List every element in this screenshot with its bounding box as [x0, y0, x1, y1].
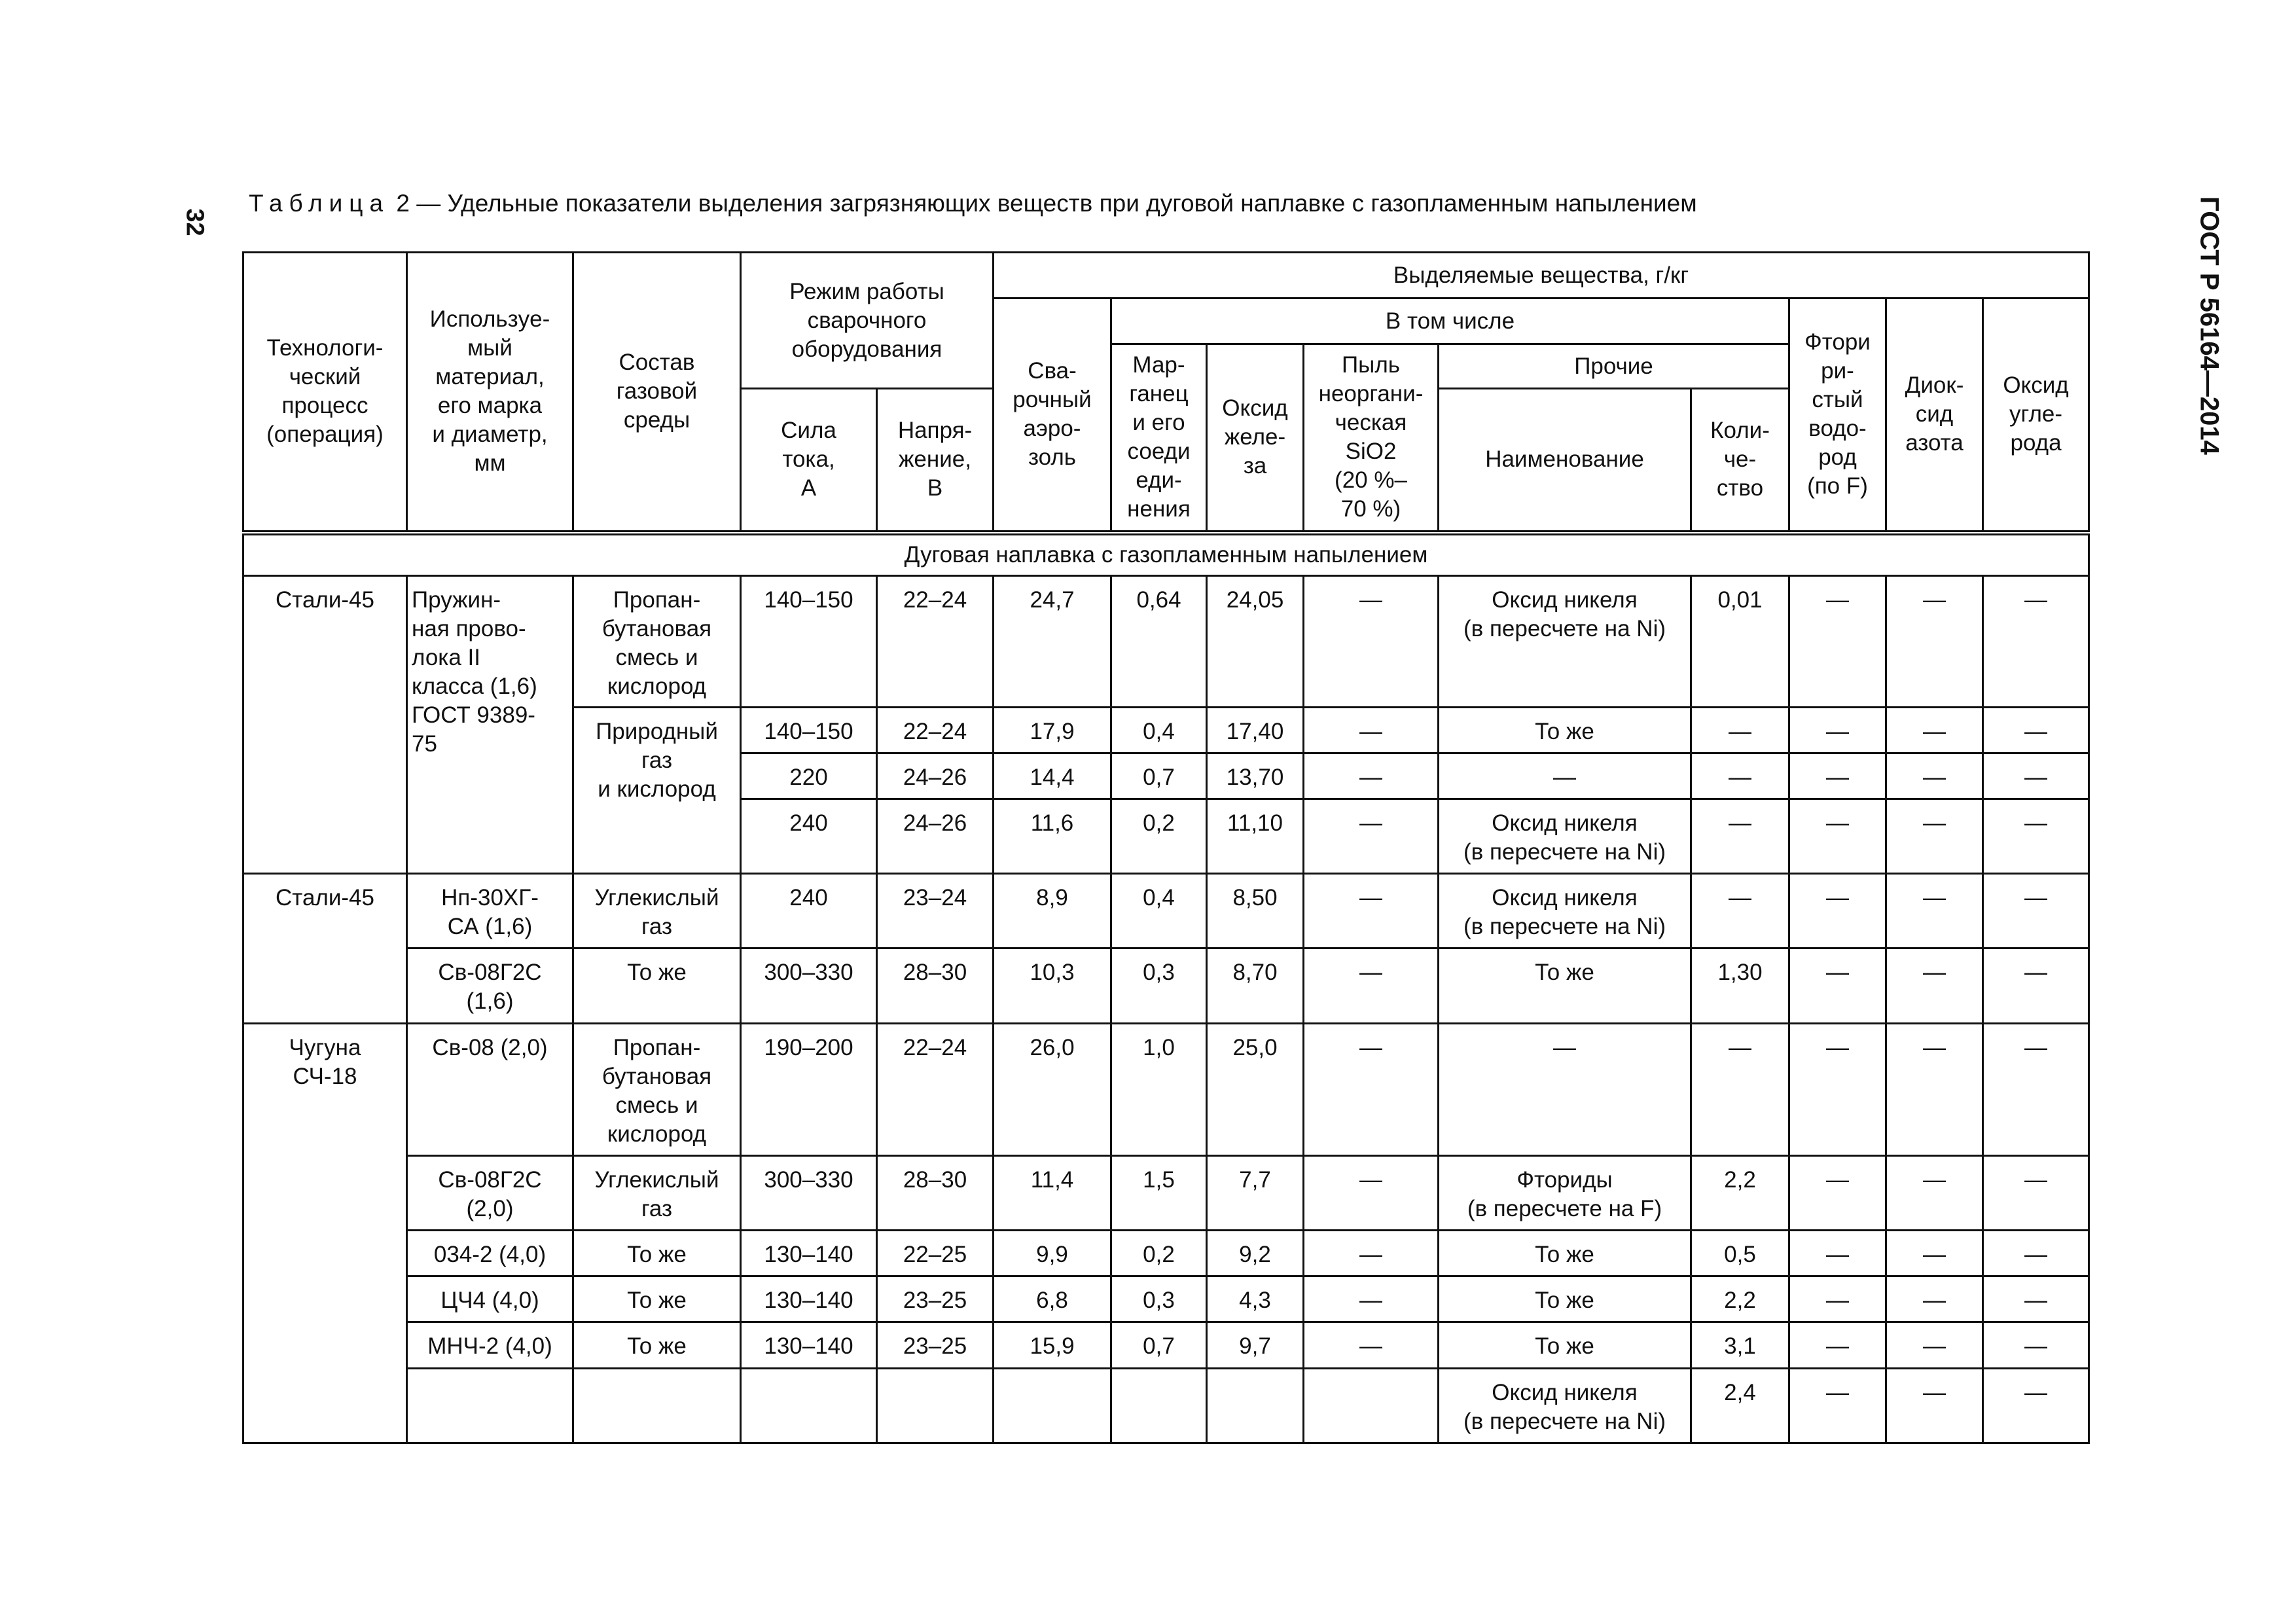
cell-dust: —	[1304, 1276, 1439, 1322]
cell-manganese: 0,7	[1111, 1322, 1207, 1368]
cell-gas: То же	[573, 1276, 741, 1322]
cell-quantity: 3,1	[1691, 1322, 1789, 1368]
cell-iron-oxide: 8,70	[1207, 948, 1304, 1023]
cell-quantity: 0,5	[1691, 1231, 1789, 1276]
header-aerosol: Сва- рочный аэро- золь	[994, 298, 1111, 533]
cell-name: Фториды (в пересчете на F)	[1439, 1155, 1691, 1230]
header-current: Сила тока, А	[741, 389, 877, 533]
cell-iron-oxide	[1207, 1368, 1304, 1443]
cell-voltage: 24–26	[877, 753, 994, 799]
cell-name: Оксид никеля (в пересчете на Ni)	[1439, 576, 1691, 707]
cell-process: Чугуна СЧ-18	[243, 1023, 407, 1443]
header-co: Оксид угле- рода	[1983, 298, 2089, 533]
cell-aerosol: 11,4	[994, 1155, 1111, 1230]
cell-current: 140–150	[741, 576, 877, 707]
cell-dust: —	[1304, 799, 1439, 873]
cell-dust: —	[1304, 1155, 1439, 1230]
cell-material: 034-2 (4,0)	[407, 1231, 573, 1276]
cell-quantity: —	[1691, 707, 1789, 753]
cell-voltage: 22–24	[877, 707, 994, 753]
header-other: Прочие	[1439, 344, 1789, 389]
cell-process: Стали-45	[243, 874, 407, 1023]
cell-name: То же	[1439, 1231, 1691, 1276]
cell-hf: —	[1789, 1023, 1886, 1155]
cell-aerosol	[994, 1368, 1111, 1443]
header-material: Использye- мый материал, его марка и диаметр, мм	[407, 253, 573, 533]
cell-aerosol: 8,9	[994, 874, 1111, 948]
table-caption	[249, 190, 1697, 217]
cell-current: 190–200	[741, 1023, 877, 1155]
cell-aerosol: 10,3	[994, 948, 1111, 1023]
cell-manganese: 0,3	[1111, 1276, 1207, 1322]
table-row	[243, 874, 2089, 948]
cell-hf: —	[1789, 874, 1886, 948]
cell-voltage: 22–24	[877, 576, 994, 707]
cell-no2: —	[1886, 576, 1983, 707]
cell-hf: —	[1789, 1368, 1886, 1443]
cell-gas: То же	[573, 948, 741, 1023]
cell-current: 130–140	[741, 1231, 877, 1276]
caption-word: Таблица	[249, 190, 390, 217]
cell-iron-oxide: 13,70	[1207, 753, 1304, 799]
cell-dust	[1304, 1368, 1439, 1443]
table-row	[243, 948, 2089, 1023]
cell-gas: Природный газ и кислород	[573, 707, 741, 874]
cell-name: —	[1439, 753, 1691, 799]
cell-iron-oxide: 9,2	[1207, 1231, 1304, 1276]
cell-co: —	[1983, 1322, 2089, 1368]
cell-name: Оксид никеля (в пересчете на Ni)	[1439, 1368, 1691, 1443]
cell-current	[741, 1368, 877, 1443]
cell-name: То же	[1439, 707, 1691, 753]
cell-iron-oxide: 7,7	[1207, 1155, 1304, 1230]
header-name: Наименование	[1439, 389, 1691, 533]
cell-quantity: —	[1691, 874, 1789, 948]
cell-quantity: 0,01	[1691, 576, 1789, 707]
cell-dust: —	[1304, 948, 1439, 1023]
cell-process: Стали-45	[243, 576, 407, 874]
cell-quantity: 2,4	[1691, 1368, 1789, 1443]
cell-name: То же	[1439, 948, 1691, 1023]
cell-iron-oxide: 11,10	[1207, 799, 1304, 873]
cell-aerosol: 26,0	[994, 1023, 1111, 1155]
cell-name: —	[1439, 1023, 1691, 1155]
cell-co: —	[1983, 1276, 2089, 1322]
cell-voltage: 24–26	[877, 799, 994, 873]
cell-no2: —	[1886, 948, 1983, 1023]
cell-dust: —	[1304, 707, 1439, 753]
header-iron-oxide: Оксид желе- за	[1207, 344, 1304, 533]
cell-manganese: 0,64	[1111, 576, 1207, 707]
table-row	[243, 1023, 2089, 1155]
cell-material: МНЧ-2 (4,0)	[407, 1322, 573, 1368]
table-body	[243, 533, 2089, 1443]
cell-aerosol: 9,9	[994, 1231, 1111, 1276]
cell-co: —	[1983, 1368, 2089, 1443]
cell-hf: —	[1789, 707, 1886, 753]
cell-voltage: 28–30	[877, 1155, 994, 1230]
cell-voltage: 23–25	[877, 1276, 994, 1322]
cell-hf: —	[1789, 948, 1886, 1023]
cell-no2: —	[1886, 799, 1983, 873]
cell-no2: —	[1886, 753, 1983, 799]
cell-no2: —	[1886, 1231, 1983, 1276]
cell-hf: —	[1789, 1276, 1886, 1322]
cell-material: Нп-30ХГ- СА (1,6)	[407, 874, 573, 948]
cell-iron-oxide: 8,50	[1207, 874, 1304, 948]
header-mode: Режим работы сварочного оборудования	[741, 253, 994, 389]
cell-quantity: —	[1691, 753, 1789, 799]
cell-manganese: 1,0	[1111, 1023, 1207, 1155]
cell-name: Оксид никеля (в пересчете на Ni)	[1439, 874, 1691, 948]
cell-voltage: 23–24	[877, 874, 994, 948]
header-gas: Состав газовой среды	[573, 253, 741, 533]
cell-no2: —	[1886, 1322, 1983, 1368]
cell-hf: —	[1789, 1231, 1886, 1276]
cell-name: То же	[1439, 1276, 1691, 1322]
cell-co: —	[1983, 1231, 2089, 1276]
cell-dust: —	[1304, 576, 1439, 707]
cell-co: —	[1983, 1155, 2089, 1230]
header-voltage: Напря- жение, В	[877, 389, 994, 533]
cell-co: —	[1983, 707, 2089, 753]
cell-current: 130–140	[741, 1322, 877, 1368]
cell-no2: —	[1886, 1276, 1983, 1322]
cell-iron-oxide: 17,40	[1207, 707, 1304, 753]
cell-iron-oxide: 9,7	[1207, 1322, 1304, 1368]
cell-co: —	[1983, 874, 2089, 948]
cell-dust: —	[1304, 1322, 1439, 1368]
cell-no2: —	[1886, 707, 1983, 753]
cell-gas: Пропан- бутановая смесь и кислород	[573, 1023, 741, 1155]
cell-gas: Углекислый газ	[573, 1155, 741, 1230]
cell-material	[407, 1368, 573, 1443]
cell-manganese	[1111, 1368, 1207, 1443]
cell-manganese: 0,4	[1111, 707, 1207, 753]
cell-quantity: 2,2	[1691, 1155, 1789, 1230]
header-quantity: Коли- че- ство	[1691, 389, 1789, 533]
cell-co: —	[1983, 948, 2089, 1023]
header-including: В том числе	[1111, 298, 1789, 344]
cell-iron-oxide: 25,0	[1207, 1023, 1304, 1155]
cell-hf: —	[1789, 1155, 1886, 1230]
cell-dust: —	[1304, 874, 1439, 948]
table-row	[243, 576, 2089, 707]
cell-material: Пружин- ная прово- лока II класса (1,6) ГОСТ 9389- 75	[407, 576, 573, 874]
table-row	[243, 1368, 2089, 1443]
cell-manganese: 0,7	[1111, 753, 1207, 799]
cell-dust: —	[1304, 1231, 1439, 1276]
cell-quantity: 2,2	[1691, 1276, 1789, 1322]
cell-iron-oxide: 24,05	[1207, 576, 1304, 707]
cell-no2: —	[1886, 874, 1983, 948]
cell-current: 140–150	[741, 707, 877, 753]
cell-voltage: 28–30	[877, 948, 994, 1023]
cell-voltage: 22–25	[877, 1231, 994, 1276]
table-header	[243, 253, 2089, 533]
cell-current: 300–330	[741, 948, 877, 1023]
cell-aerosol: 6,8	[994, 1276, 1111, 1322]
header-released: Выделяемые вещества, г/кг	[994, 253, 2089, 298]
emissions-table	[242, 251, 2090, 1444]
cell-aerosol: 15,9	[994, 1322, 1111, 1368]
cell-material: Св-08Г2С (1,6)	[407, 948, 573, 1023]
cell-aerosol: 11,6	[994, 799, 1111, 873]
table-row	[243, 1155, 2089, 1230]
cell-hf: —	[1789, 1322, 1886, 1368]
cell-hf: —	[1789, 576, 1886, 707]
cell-manganese: 0,4	[1111, 874, 1207, 948]
table-row	[243, 1276, 2089, 1322]
cell-no2: —	[1886, 1155, 1983, 1230]
cell-current: 220	[741, 753, 877, 799]
header-no2: Диок- сид азота	[1886, 298, 1983, 533]
cell-quantity: —	[1691, 799, 1789, 873]
cell-voltage	[877, 1368, 994, 1443]
header-hf: Фтори ри- стый водо- род (по F)	[1789, 298, 1886, 533]
cell-current: 130–140	[741, 1276, 877, 1322]
cell-name: То же	[1439, 1322, 1691, 1368]
cell-co: —	[1983, 753, 2089, 799]
section-title: Дуговая наплавка с газопламенным напылением	[243, 533, 2089, 576]
cell-no2: —	[1886, 1368, 1983, 1443]
cell-gas: Пропан- бутановая смесь и кислород	[573, 576, 741, 707]
header-process: Технологи- ческий процесс (операция)	[243, 253, 407, 533]
cell-current: 300–330	[741, 1155, 877, 1230]
cell-material: Св-08 (2,0)	[407, 1023, 573, 1155]
cell-co: —	[1983, 1023, 2089, 1155]
cell-iron-oxide: 4,3	[1207, 1276, 1304, 1322]
cell-aerosol: 24,7	[994, 576, 1111, 707]
cell-material: Св-08Г2С (2,0)	[407, 1155, 573, 1230]
cell-co: —	[1983, 576, 2089, 707]
document-code: ГОСТ Р 56164—2014	[2195, 196, 2224, 455]
cell-manganese: 0,2	[1111, 1231, 1207, 1276]
cell-material: ЦЧ4 (4,0)	[407, 1276, 573, 1322]
header-dust: Пыль неоргани- ческая SiO2 (20 %– 70 %)	[1304, 344, 1439, 533]
cell-dust: —	[1304, 753, 1439, 799]
cell-quantity: 1,30	[1691, 948, 1789, 1023]
cell-current: 240	[741, 799, 877, 873]
cell-gas: То же	[573, 1322, 741, 1368]
cell-manganese: 0,2	[1111, 799, 1207, 873]
table-row	[243, 1231, 2089, 1276]
cell-current: 240	[741, 874, 877, 948]
cell-manganese: 0,3	[1111, 948, 1207, 1023]
cell-voltage: 22–24	[877, 1023, 994, 1155]
cell-co: —	[1983, 799, 2089, 873]
page-number: 32	[181, 208, 209, 236]
cell-gas: То же	[573, 1231, 741, 1276]
cell-hf: —	[1789, 799, 1886, 873]
cell-gas: Углекислый газ	[573, 874, 741, 948]
cell-hf: —	[1789, 753, 1886, 799]
cell-dust: —	[1304, 1023, 1439, 1155]
cell-name: Оксид никеля (в пересчете на Ni)	[1439, 799, 1691, 873]
cell-no2: —	[1886, 1023, 1983, 1155]
cell-voltage: 23–25	[877, 1322, 994, 1368]
cell-manganese: 1,5	[1111, 1155, 1207, 1230]
cell-aerosol: 17,9	[994, 707, 1111, 753]
table-row	[243, 1322, 2089, 1368]
cell-quantity: —	[1691, 1023, 1789, 1155]
cell-aerosol: 14,4	[994, 753, 1111, 799]
header-manganese: Мар- ганец и его соеди еди- нения	[1111, 344, 1207, 533]
caption-text: 2 — Удельные показатели выделения загрязняющих веществ при дуговой наплавке с газопламенным напылением	[389, 190, 1697, 217]
cell-gas	[573, 1368, 741, 1443]
